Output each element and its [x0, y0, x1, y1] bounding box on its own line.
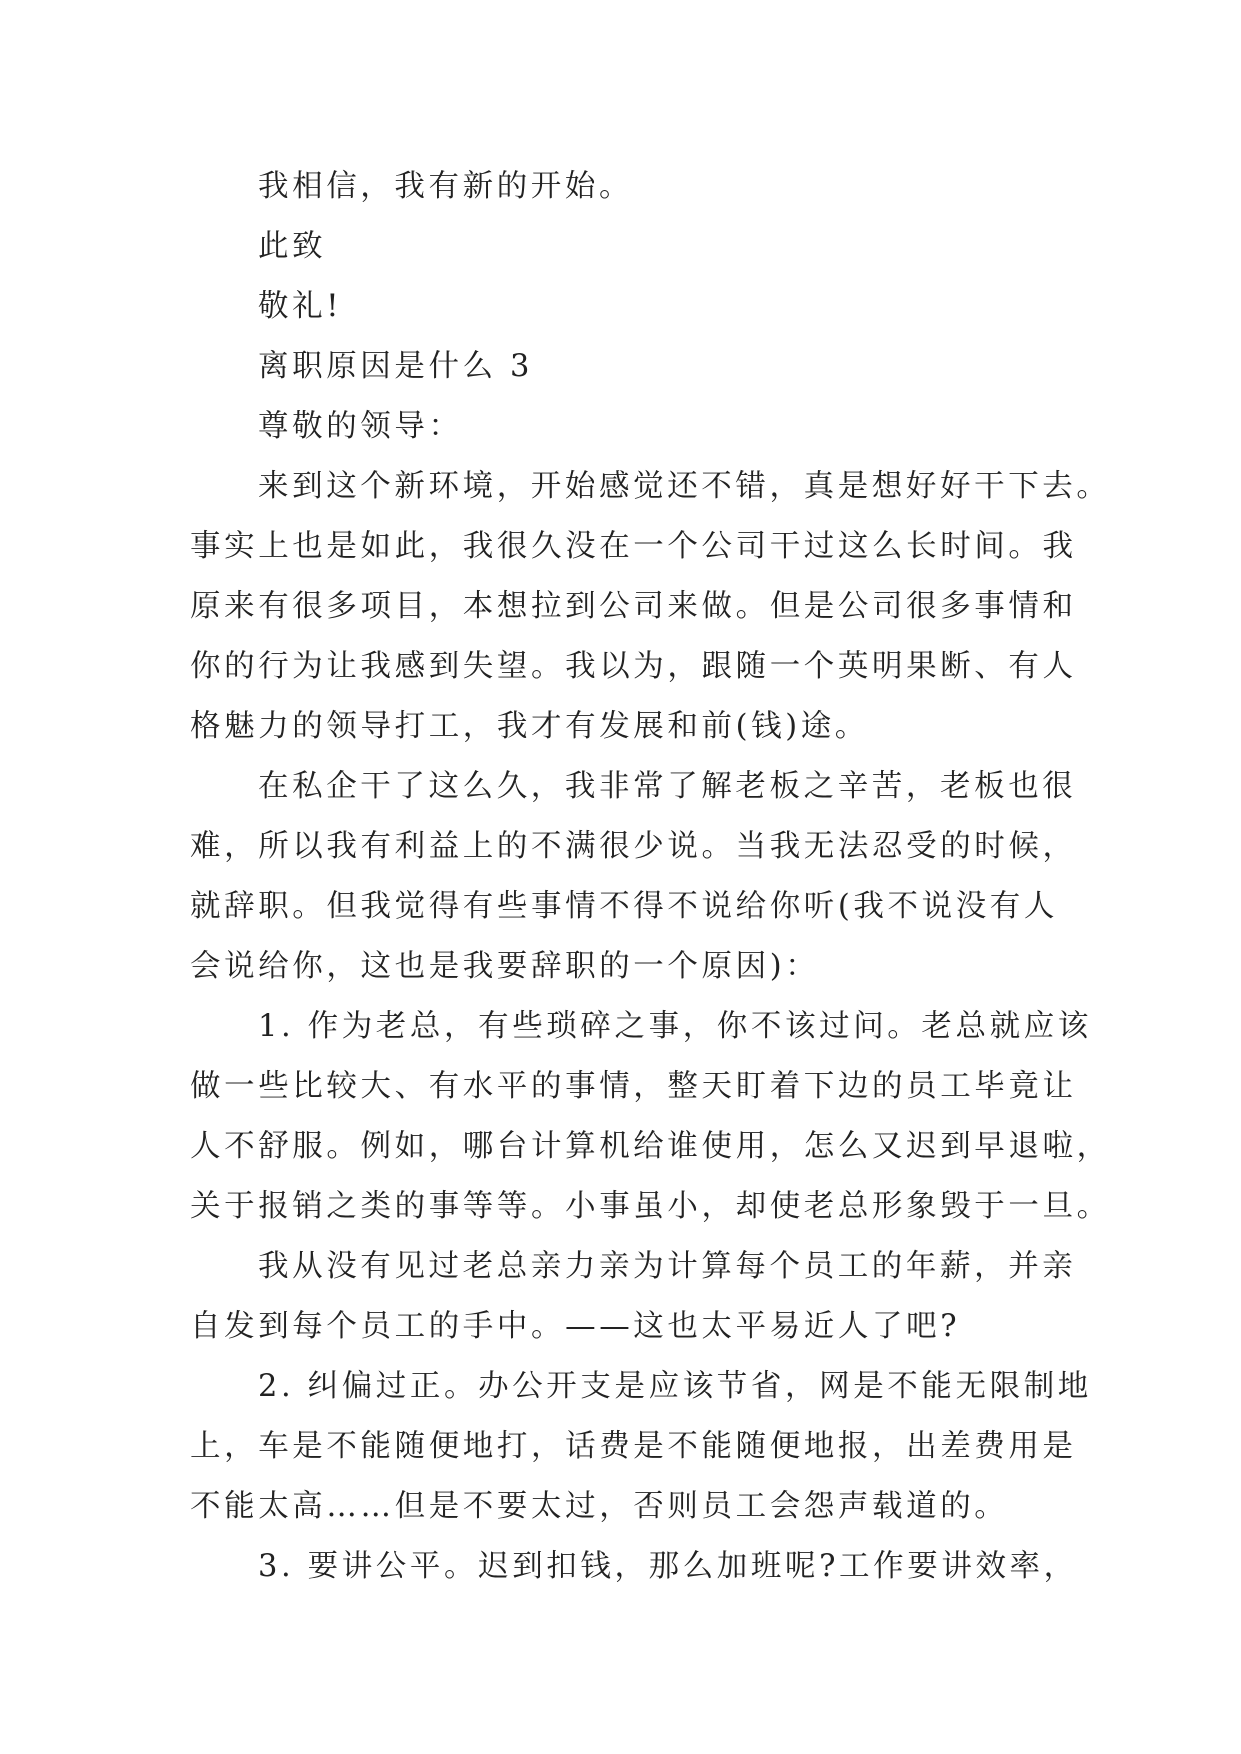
list-item-line: 3. 要讲公平。迟到扣钱，那么加班呢?工作要讲效率，: [258, 1549, 1078, 1584]
section-heading: 离职原因是什么 3: [258, 349, 533, 384]
paragraph-line: 格魅力的领导打工，我才有发展和前(钱)途。: [190, 709, 869, 744]
list-item-line: 上，车是不能随便地打，话费是不能随便地报，出差费用是: [190, 1429, 1077, 1464]
paragraph-line: 难，所以我有利益上的不满很少说。当我无法忍受的时候，: [190, 829, 1077, 864]
closing-regards: 敬礼!: [258, 289, 343, 324]
paragraph-line: 你的行为让我感到失望。我以为，跟随一个英明果断、有人: [190, 649, 1077, 684]
paragraph-line: 我相信，我有新的开始。: [258, 169, 634, 204]
list-item-line: 不能太高……但是不要太过，否则员工会怨声载道的。: [190, 1489, 1009, 1524]
list-item-line: 关于报销之类的事等等。小事虽小，却使老总形象毁于一旦。: [190, 1189, 1111, 1224]
paragraph-line: 来到这个新环境，开始感觉还不错，真是想好好干下去。: [258, 469, 1111, 504]
paragraph-line: 事实上也是如此，我很久没在一个公司干过这么长时间。我: [190, 529, 1077, 564]
paragraph-line: 就辞职。但我觉得有些事情不得不说给你听(我不说没有人: [190, 889, 1058, 924]
letter-greeting: 尊敬的领导：: [258, 409, 463, 444]
list-item-line: 人不舒服。例如，哪台计算机给谁使用，怎么又迟到早退啦，: [190, 1129, 1111, 1164]
closing-salutation: 此致: [258, 229, 327, 264]
list-item-line: 做一些比较大、有水平的事情，整天盯着下边的员工毕竟让: [190, 1069, 1077, 1104]
paragraph-line: 会说给你，这也是我要辞职的一个原因)：: [190, 949, 820, 984]
paragraph-line: 我从没有见过老总亲力亲为计算每个员工的年薪，并亲: [258, 1249, 1077, 1284]
list-item-line: 2. 纠偏过正。办公开支是应该节省，网是不能无限制地: [258, 1369, 1092, 1404]
paragraph-line: 自发到每个员工的手中。——这也太平易近人了吧?: [190, 1309, 961, 1344]
list-item-line: 1. 作为老总，有些琐碎之事，你不该过问。老总就应该: [258, 1009, 1092, 1044]
paragraph-line: 在私企干了这么久，我非常了解老板之辛苦，老板也很: [258, 769, 1077, 804]
paragraph-line: 原来有很多项目，本想拉到公司来做。但是公司很多事情和: [190, 589, 1077, 624]
